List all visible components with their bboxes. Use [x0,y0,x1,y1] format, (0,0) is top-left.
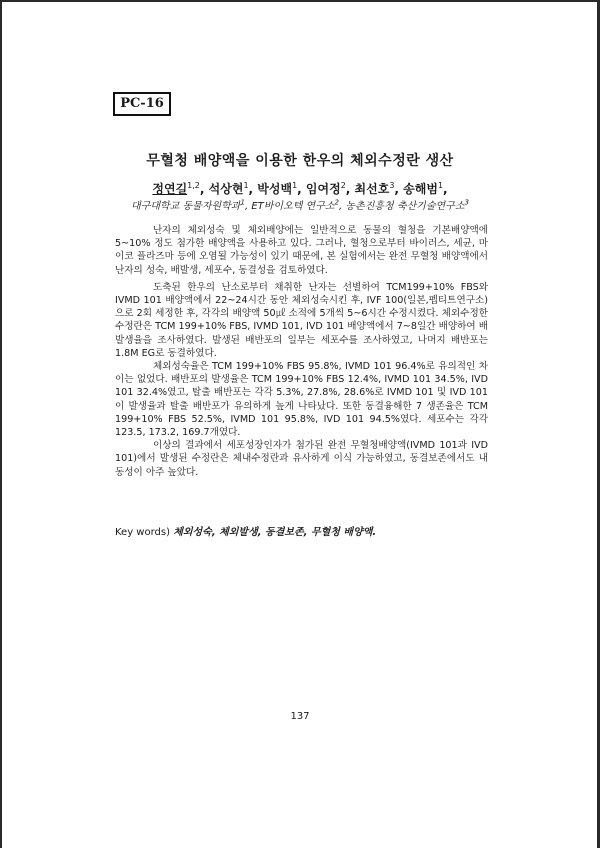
keywords-label: Key words) [115,527,170,538]
author-affil-mark: 1 [292,181,298,190]
abstract-paragraph-conclusion: 이상의 결과에서 세포성장인자가 첨가된 완전 무혈청배양액(IVMD 101과 IVD 101)에서 발생된 수정란은 체내수정란과 유사하게 이식 가능하였고, 동결보존에서도 내동성이 아주 높았다. [115,440,488,478]
author-name: 임여정 [305,182,341,196]
author-name: 석상현 [208,182,244,196]
author-name: 송해범 [403,182,438,196]
author-affil-mark: 3 [389,181,395,190]
author-name: 박성백 [257,182,293,196]
abstract-paragraph-methods: 도축된 한우의 난소로부터 채취한 난자는 선별하여 TCM199+10% FBS와 IVMD 101 배양액에서 22~24시간 동안 체외성숙시킨 후, IVF 100(일본,펩티트연구소)으로 2회 세정한 후, 각각의 배양액 50㎕ 소적에 5개씩 5~6시간 수정시켰다. 체외수정한 수정란은 TCM 199+10% FBS, IVMD 101, IVD 101 배양액에서 7~8일간 배양하여 배발생율을 조사하였다. 발생된 배반포의 일부는 세포수를 조사하였고, 나머지 배반포는 1.8M EG로 동결하였다. [115,281,488,359]
affiliation-mark: 1 [240,198,245,207]
abstract-paragraph-intro: 난자의 체외성숙 및 체외배양에는 일반적으로 동물의 혈청을 기본배양액에 5~10% 정도 첨가한 배양액을 사용하고 있다. 그러나, 혈청으로부터 바이러스, 세균, 마이코 플라즈마 등에 오염될 가능성이 있기 때문에, 본 실험에서는 완전 무혈청 배양액에서 난자의 성숙, 배발생, 세포수, 동결성을 검토하였다. [115,225,488,276]
paper-code: PC-16 [113,92,171,116]
keywords-line [115,523,376,538]
author-name: 최선호 [354,182,390,196]
top-edge-line [0,0,600,2]
affiliation-mark: 2 [334,198,340,207]
author-name: 정연길 [152,182,188,196]
paper-title: 무혈청 배양액을 이용한 한우의 체외수정란 생산 [146,153,454,169]
author-affil-mark: 1,2 [187,181,200,190]
affiliation-list: 대구대학교 동물자원학과$^1$, ET바이오텍 연구소$^2$, 농촌진흥청 축산기술연구소$^3$ [131,198,469,212]
keywords-terms: 체외성숙, 체외발생, 동결보존, 무혈청 배양액. [173,527,377,538]
author-list: 정연길$^{1,2}$, 석상현$^1$, 박성백$^1$, 임여정$^2$, 최선호$^3$, 송해범$^1$, [152,181,448,196]
affiliation: ET바이오텍 연구소 [251,201,335,212]
author-affil-mark: 1 [243,181,249,190]
author-affil-mark: 1 [437,181,444,190]
affiliation: 농촌진흥청 축산기술연구소 [345,201,465,212]
affiliation-mark: 3 [464,198,469,207]
affiliation: 대구대학교 동물자원학과 [131,201,241,212]
page-number: 137 [290,711,310,722]
abstract-paragraph-results: 체외성숙율은 TCM 199+10% FBS 95.8%, IVMD 101 96.4%로 유의적인 차이는 없었다. 배반포의 발생율은 TCM 199+10% FBS 12.4%, IVMD 101 34.5%, IVD 101 32.4%였고, 탈출 배반포는 각각 5.3%, 27.8%, 28.6%로 IVMD 101 및 IVD 101이 발생율과 탈출 배반포가 유의하게 높게 나타났다. 또한 동결융해한 7 생존율은 TCM 199+10% FBS 52.5%, IVMD 101 95.8%, IVD 101 94.5%였다. 세포수는 각각 123.5, 173.2, 169.7개였다. [115,361,488,439]
abstract-body [115,224,488,483]
author-affil-mark: 2 [340,181,346,190]
